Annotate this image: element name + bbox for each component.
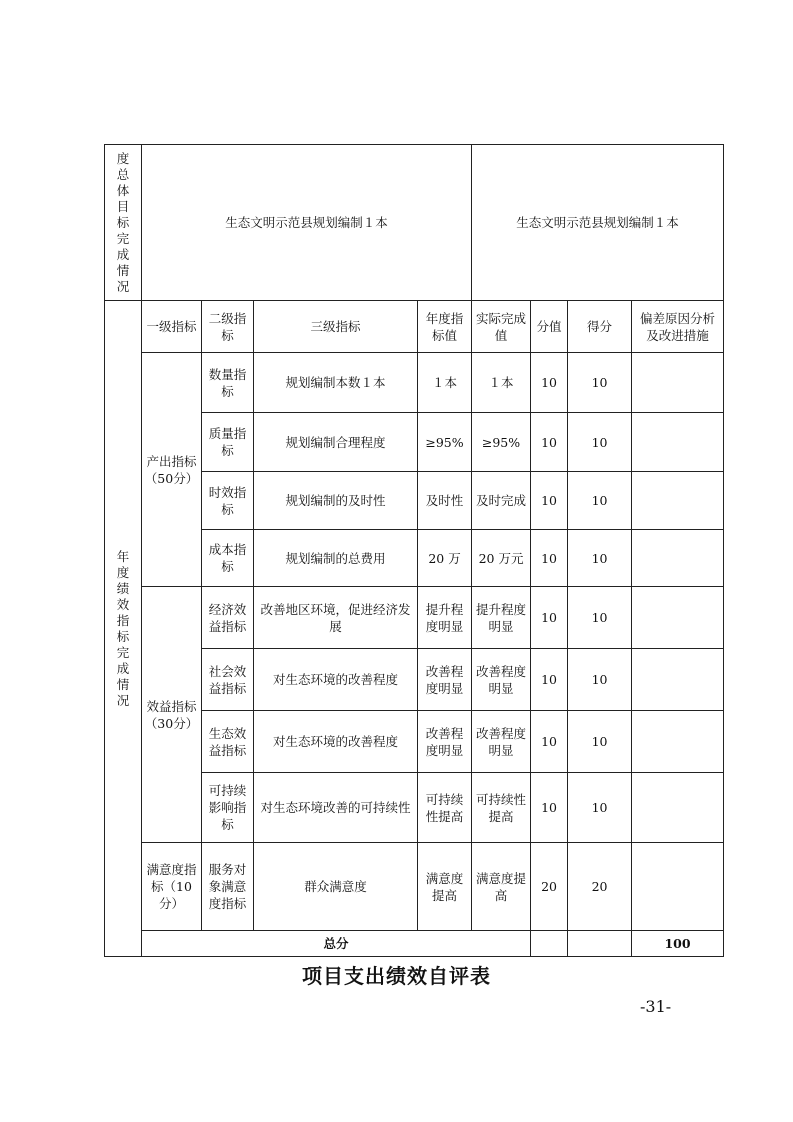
target-cell: ≥95% — [418, 413, 472, 472]
note-cell — [632, 587, 724, 649]
note-cell — [632, 773, 724, 843]
table-row — [105, 843, 724, 931]
points-cell: 10 — [531, 530, 568, 587]
header-cell: 二级指标 — [202, 301, 254, 353]
actual-cell: 改善程度明显 — [472, 711, 531, 773]
note-cell — [632, 472, 724, 530]
performance-table — [104, 144, 724, 957]
points-cell: 20 — [531, 843, 568, 931]
level3-cell: 规划编制的及时性 — [254, 472, 418, 530]
points-cell: 10 — [531, 353, 568, 413]
actual-cell: 及时完成 — [472, 472, 531, 530]
target-cell: 改善程度明显 — [418, 711, 472, 773]
score-cell: 20 — [568, 843, 632, 931]
level2-cell: 时效指标 — [202, 472, 254, 530]
header-cell: 年度指标值 — [418, 301, 472, 353]
score-cell: 10 — [568, 773, 632, 843]
actual-cell: １本 — [472, 353, 531, 413]
note-cell — [632, 353, 724, 413]
level2-cell: 数量指标 — [202, 353, 254, 413]
target-cell: １本 — [418, 353, 472, 413]
level2-cell: 服务对象满意度指标 — [202, 843, 254, 931]
header-cell: 实际完成值 — [472, 301, 531, 353]
total-row — [105, 931, 724, 957]
score-cell: 10 — [568, 530, 632, 587]
goal-planned: 生态文明示范县规划编制１本 — [142, 145, 472, 301]
level1-cell: 产出指标（50分） — [142, 353, 202, 587]
goal-label: 度总体目标完成情况 — [105, 145, 142, 301]
target-cell: 提升程度明显 — [418, 587, 472, 649]
target-cell: 20 万 — [418, 530, 472, 587]
note-cell — [632, 649, 724, 711]
note-cell — [632, 843, 724, 931]
level3-cell: 规划编制本数１本 — [254, 353, 418, 413]
total-target — [531, 931, 568, 957]
score-cell: 10 — [568, 353, 632, 413]
level1-cell: 满意度指标（10分） — [142, 843, 202, 931]
level3-cell: 对生态环境的改善程度 — [254, 711, 418, 773]
points-cell: 10 — [531, 587, 568, 649]
total-points: 100 — [632, 931, 724, 957]
level3-cell: 群众满意度 — [254, 843, 418, 931]
level3-cell: 对生态环境的改善程度 — [254, 649, 418, 711]
level2-cell: 成本指标 — [202, 530, 254, 587]
score-cell: 10 — [568, 711, 632, 773]
score-cell: 10 — [568, 413, 632, 472]
note-cell — [632, 413, 724, 472]
target-cell: 满意度提高 — [418, 843, 472, 931]
points-cell: 10 — [531, 773, 568, 843]
note-cell — [632, 711, 724, 773]
target-cell: 及时性 — [418, 472, 472, 530]
target-cell: 可持续性提高 — [418, 773, 472, 843]
score-cell: 10 — [568, 587, 632, 649]
target-cell: 改善程度明显 — [418, 649, 472, 711]
level3-cell: 规划编制的总费用 — [254, 530, 418, 587]
level3-cell: 改善地区环境，促进经济发展 — [254, 587, 418, 649]
page-number: -31- — [640, 997, 672, 1016]
note-cell — [632, 530, 724, 587]
actual-cell: 20 万元 — [472, 530, 531, 587]
header-cell: 偏差原因分析及改进措施 — [632, 301, 724, 353]
goal-row — [105, 145, 724, 301]
level2-cell: 生态效益指标 — [202, 711, 254, 773]
actual-cell: ≥95% — [472, 413, 531, 472]
points-cell: 10 — [531, 711, 568, 773]
points-cell: 10 — [531, 472, 568, 530]
level2-cell: 可持续影响指标 — [202, 773, 254, 843]
points-cell: 10 — [531, 649, 568, 711]
actual-cell: 可持续性提高 — [472, 773, 531, 843]
level1-cell: 效益指标（30分） — [142, 587, 202, 843]
header-cell: 三级指标 — [254, 301, 418, 353]
header-cell: 分值 — [531, 301, 568, 353]
actual-cell: 改善程度明显 — [472, 649, 531, 711]
actual-cell: 满意度提高 — [472, 843, 531, 931]
total-actual — [568, 931, 632, 957]
goal-actual: 生态文明示范县规划编制１本 — [472, 145, 724, 301]
actual-cell: 提升程度明显 — [472, 587, 531, 649]
header-cell: 得分 — [568, 301, 632, 353]
level2-cell: 经济效益指标 — [202, 587, 254, 649]
document-title: 项目支出绩效自评表 — [302, 964, 491, 988]
total-label: 总分 — [142, 931, 531, 957]
section-label: 年度绩效指标完成情况 — [105, 301, 142, 957]
level3-cell: 对生态环境改善的可持续性 — [254, 773, 418, 843]
header-row — [105, 301, 724, 353]
level2-cell: 社会效益指标 — [202, 649, 254, 711]
score-cell: 10 — [568, 472, 632, 530]
level3-cell: 规划编制合理程度 — [254, 413, 418, 472]
points-cell: 10 — [531, 413, 568, 472]
level2-cell: 质量指标 — [202, 413, 254, 472]
score-cell: 10 — [568, 649, 632, 711]
header-cell: 一级指标 — [142, 301, 202, 353]
table-row — [105, 587, 724, 649]
table-row — [105, 353, 724, 413]
